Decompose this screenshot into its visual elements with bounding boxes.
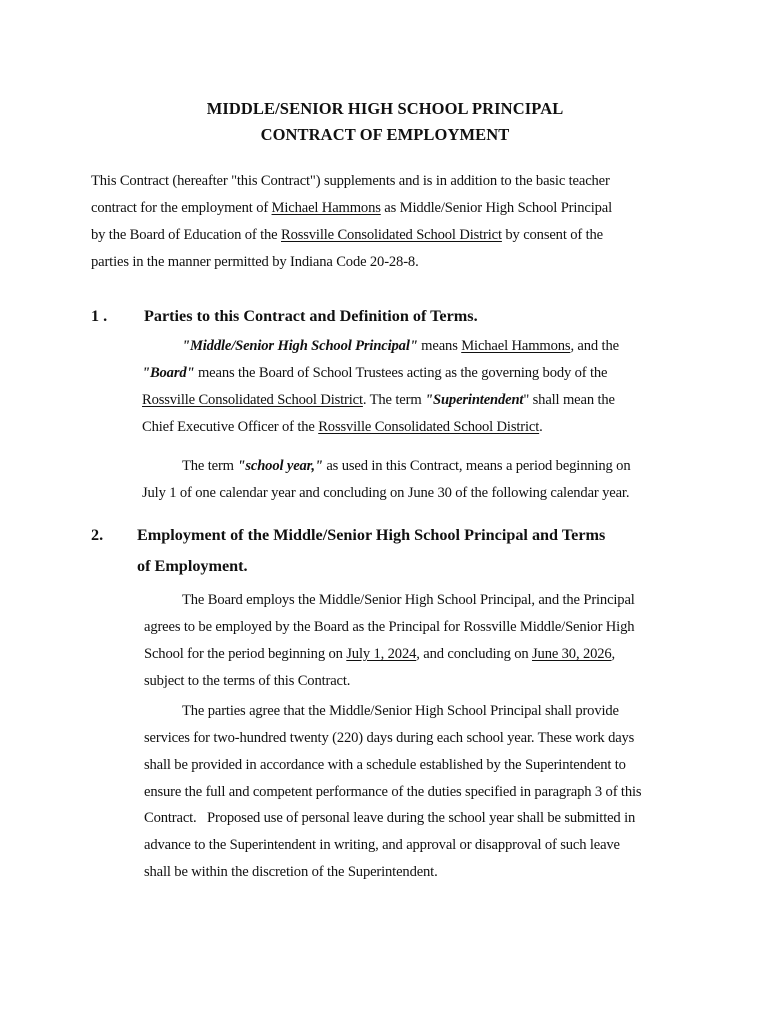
district-name: Rossville Consolidated School District bbox=[142, 392, 363, 408]
text-span: School for the period beginning on bbox=[144, 646, 347, 662]
section-2-p2-line-2: services for two-hundred twenty (220) days during each school year. These work days bbox=[144, 730, 635, 746]
text-span: , and the bbox=[570, 338, 619, 354]
text-span: means bbox=[417, 338, 462, 354]
text-span: The term bbox=[182, 458, 238, 474]
section-2-p1-line-1: The Board employs the Middle/Senior High School Principal, and the Principal bbox=[182, 592, 635, 608]
start-date: July 1, 2024 bbox=[346, 646, 417, 662]
section-2-p1-line-4: subject to the terms of this Contract. bbox=[144, 673, 351, 689]
section-2-p1-line-2: agrees to be employed by the Board as the Principal for Rossville Middle/Senior High bbox=[144, 619, 635, 635]
section-2-number: 2. bbox=[91, 526, 104, 544]
document-title-line2: CONTRACT OF EMPLOYMENT bbox=[260, 125, 510, 144]
section-1-number: 1 . bbox=[91, 307, 108, 325]
text-span: as used in this Contract, means a period beginning on bbox=[322, 458, 631, 474]
section-1-p1-line-3 bbox=[142, 391, 615, 409]
section-1-p1-line-2 bbox=[142, 364, 607, 382]
section-2-p2-line-1: The parties agree that the Middle/Senior High School Principal shall provide bbox=[182, 703, 619, 719]
principal-name: Michael Hammons bbox=[461, 338, 571, 354]
intro-line-4: parties in the manner permitted by Indiana Code 20-28-8. bbox=[91, 254, 419, 270]
term-principal: "Middle/Senior High School Principal" bbox=[182, 338, 418, 354]
section-1-heading: Parties to this Contract and Definition of Terms. bbox=[144, 307, 478, 325]
section-2-p1-line-3 bbox=[144, 645, 615, 663]
section-1-p2-line-1 bbox=[182, 457, 630, 475]
section-2-p2-line-5: Contract. Proposed use of personal leave during the school year shall be submitted in bbox=[144, 810, 636, 826]
text-span: contract for the employment of bbox=[91, 200, 272, 216]
text-span: , bbox=[611, 646, 616, 662]
end-date: June 30, 2026 bbox=[532, 646, 612, 662]
term-board: "Board" bbox=[142, 365, 195, 381]
text-span: as Middle/Senior High School Principal bbox=[380, 200, 613, 216]
section-2-heading-line-2: of Employment. bbox=[137, 557, 248, 575]
district-name: Rossville Consolidated School District bbox=[281, 227, 502, 243]
text-span: , and concluding on bbox=[416, 646, 533, 662]
section-1-p2-line-2: July 1 of one calendar year and concluding on June 30 of the following calendar year. bbox=[142, 485, 630, 501]
district-name: Rossville Consolidated School District bbox=[318, 419, 540, 435]
intro-line-2 bbox=[91, 199, 612, 217]
document-title-line1: MIDDLE/SENIOR HIGH SCHOOL PRINCIPAL bbox=[206, 99, 564, 118]
text-span: means the Board of School Trustees acting as the governing body of the bbox=[194, 365, 608, 381]
text-span: by consent of the bbox=[501, 227, 603, 243]
section-1-p1-line-4 bbox=[142, 418, 543, 436]
section-2-p2-line-6: advance to the Superintendent in writing, and approval or disapproval of such leave bbox=[144, 837, 620, 853]
intro-line-1: This Contract (hereafter "this Contract") supplements and is in addition to the basic teacher bbox=[91, 173, 610, 189]
text-span: Chief Executive Officer of the bbox=[142, 419, 319, 435]
section-1-p1-line-1 bbox=[182, 337, 619, 355]
text-span: by the Board of Education of the bbox=[91, 227, 281, 243]
term-school-year: "school year," bbox=[237, 458, 323, 474]
section-2-heading-line-1: Employment of the Middle/Senior High School Principal and Terms bbox=[137, 526, 606, 544]
text-span: . The term bbox=[362, 392, 426, 408]
section-2-p2-line-3: shall be provided in accordance with a schedule established by the Superintendent to bbox=[144, 757, 626, 773]
principal-name: Michael Hammons bbox=[271, 200, 381, 216]
section-2-p2-line-7: shall be within the discretion of the Superintendent. bbox=[144, 864, 438, 880]
text-span: . bbox=[539, 419, 543, 435]
term-superintendent: "Superintendent bbox=[425, 392, 524, 408]
intro-line-3 bbox=[91, 226, 603, 244]
section-2-p2-line-4: ensure the full and competent performance of the duties specified in paragraph 3 of this bbox=[144, 784, 642, 800]
text-span: " shall mean the bbox=[523, 392, 615, 408]
